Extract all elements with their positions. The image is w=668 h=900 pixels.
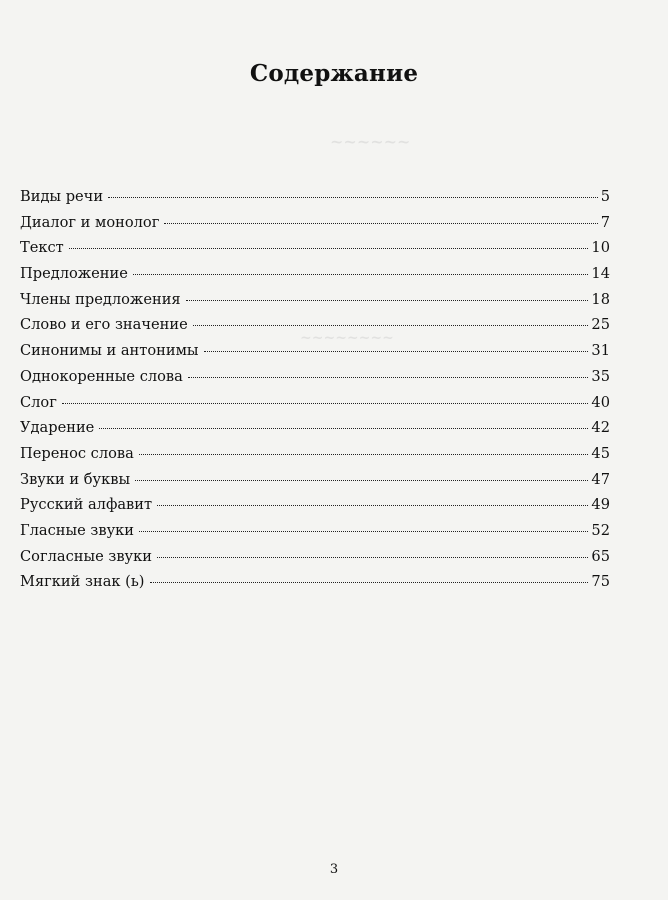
toc-dot-leader [186,300,589,301]
toc-entry [20,214,610,240]
toc-entry-label: Текст [20,239,64,257]
toc-entry-page: 18 [591,290,610,308]
toc-entry [20,548,610,574]
toc-entry-label: Перенос слова [20,444,134,462]
toc-entry-label: Звуки и буквы [20,470,131,488]
toc-dot-leader [99,428,588,429]
toc-entry-label: Синонимы и антонимы [20,342,199,360]
toc-entry-label: Ударение [20,419,95,437]
toc-entry [20,239,610,265]
toc-entry-page: 42 [591,419,610,437]
toc-entry-page: 65 [591,547,610,565]
toc-dot-leader [139,531,588,532]
toc-entry-page: 5 [600,188,610,205]
toc-entry-page: 47 [591,470,610,488]
toc-entry [20,522,610,548]
table-of-contents [20,188,610,599]
page-title: Содержание [249,60,419,87]
toc-dot-leader [133,274,589,275]
toc-entry-label: Русский алфавит [20,496,153,514]
toc-dot-leader [164,223,597,224]
toc-entry-label: Предложение [20,265,128,283]
toc-entry [20,496,610,522]
toc-entry-label: Виды речи [20,188,104,205]
bleed-through-decoration: ~~~~~~~~ [300,330,394,346]
toc-entry-label: Гласные звуки [20,521,135,539]
toc-dot-leader [157,505,588,506]
toc-dot-leader [188,377,589,378]
toc-entry [20,316,610,342]
toc-entry-label: Согласные звуки [20,547,152,565]
toc-entry [20,188,610,214]
toc-entry-page: 45 [591,444,610,462]
toc-entry [20,265,610,291]
toc-dot-leader [62,403,589,404]
toc-entry-page: 52 [591,521,610,539]
toc-entry [20,445,610,471]
toc-entry-page: 7 [600,213,610,231]
toc-entry-page: 10 [591,239,610,257]
toc-entry-page: 49 [591,496,610,514]
toc-dot-leader [135,480,588,481]
toc-entry-page: 31 [591,342,610,360]
toc-entry-page: 25 [591,316,610,334]
toc-entry-page: 75 [591,573,610,591]
toc-entry [20,394,610,420]
toc-entry [20,573,610,599]
toc-dot-leader [69,248,589,249]
toc-entry [20,291,610,317]
toc-entry-label: Диалог и монолог [20,213,160,231]
toc-entry [20,368,610,394]
toc-dot-leader [108,197,598,198]
bleed-through-decoration: ~~~~~~ [330,132,411,151]
toc-entry [20,471,610,497]
toc-entry [20,342,610,368]
toc-entry-label: Члены предложения [20,290,181,308]
toc-entry-label: Слово и его значение [20,316,188,334]
toc-entry-label: Однокоренные слова [20,367,183,385]
page-number: 3 [329,862,339,877]
toc-entry-label: Мягкий знак (ь) [20,573,145,591]
toc-dot-leader [139,454,589,455]
toc-dot-leader [193,325,589,326]
toc-entry [20,419,610,445]
toc-entry-label: Слог [20,393,57,411]
toc-entry-page: 14 [591,265,610,283]
toc-dot-leader [157,557,588,558]
toc-entry-page: 40 [591,393,610,411]
toc-dot-leader [204,351,589,352]
toc-entry-page: 35 [591,367,610,385]
toc-dot-leader [150,582,589,583]
